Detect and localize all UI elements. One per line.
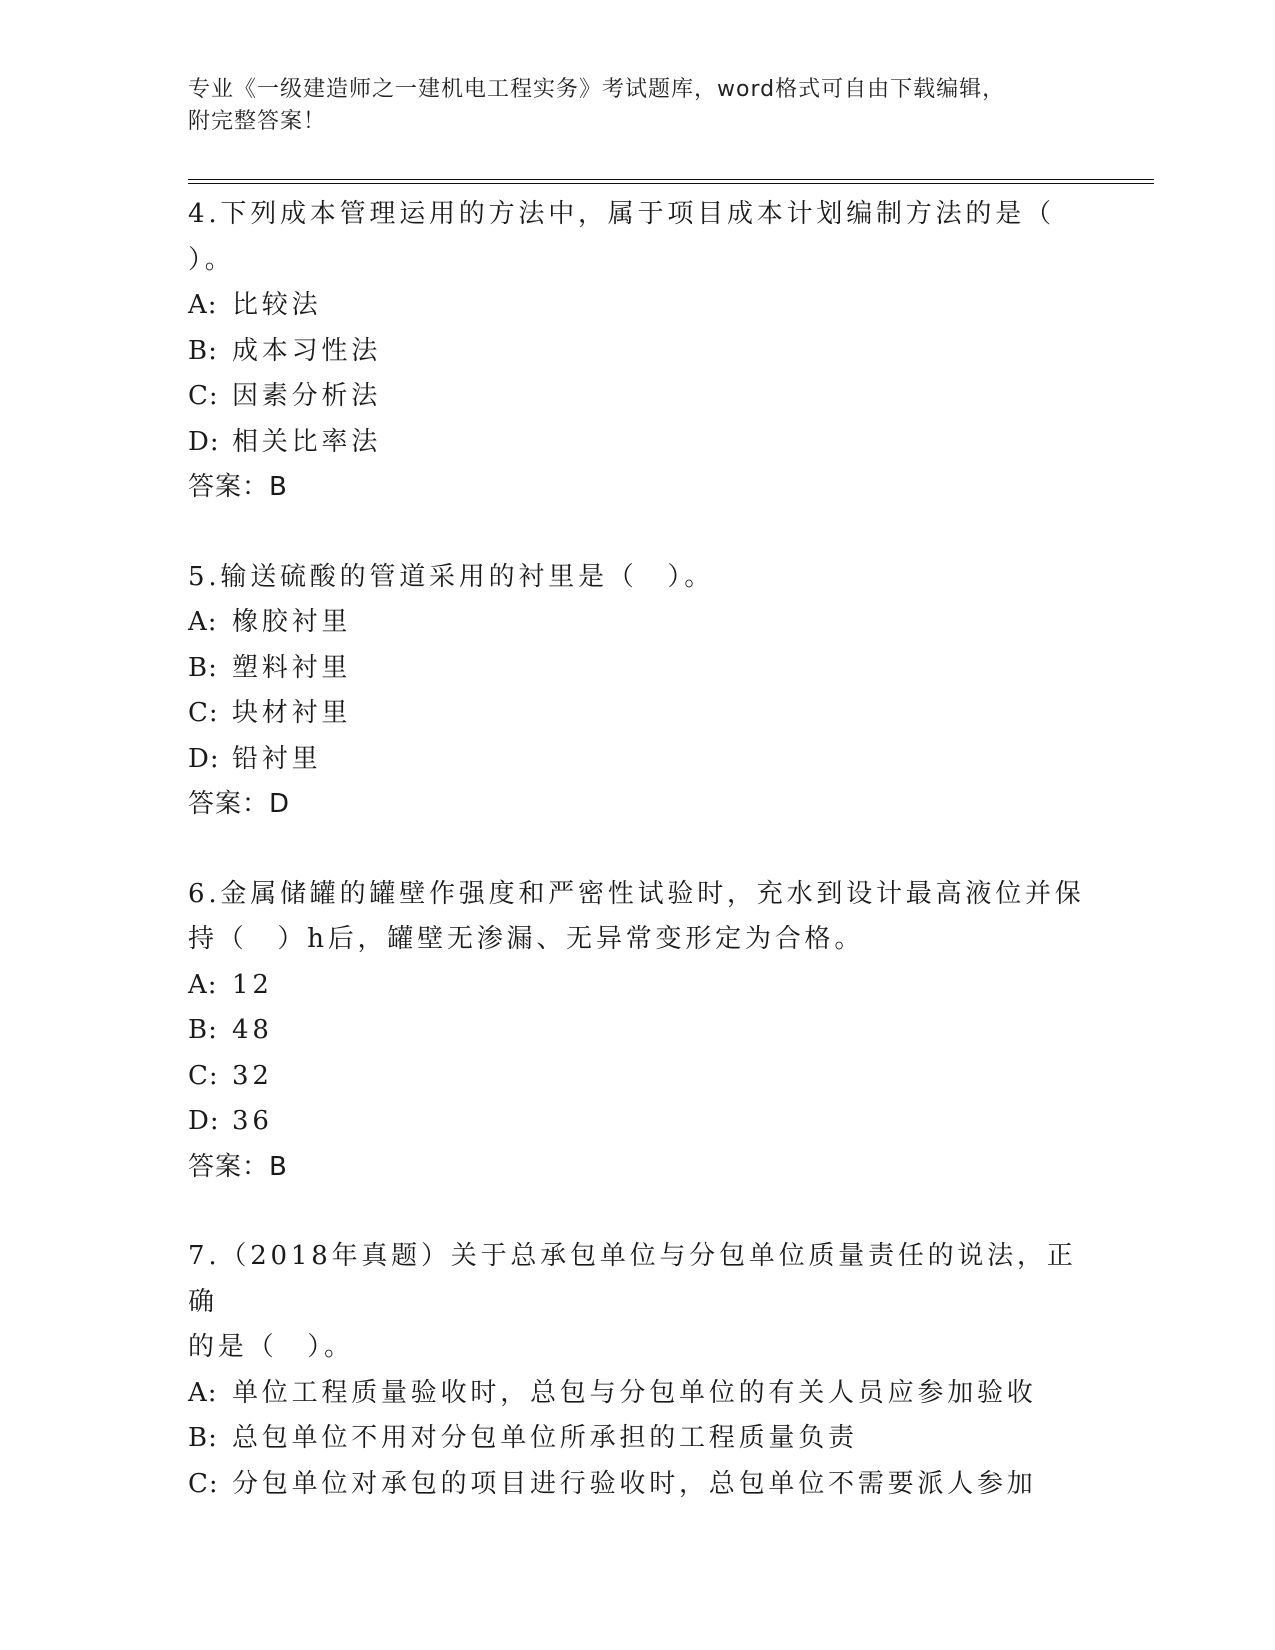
question-stem-line-2: 的是（ ）。 (188, 1332, 354, 1362)
option-text: 单位工程质量验收时，总包与分包单位的有关人员应参加验收 (232, 1377, 1037, 1408)
option-c (188, 374, 1088, 420)
option-text: 36 (232, 1106, 273, 1136)
option-key: C: (188, 1060, 219, 1091)
header-divider-bottom (188, 183, 1154, 184)
option-text: 分包单位对承包的项目进行验收时，总包单位不需要派人参加 (232, 1468, 1037, 1499)
option-c (188, 1054, 1088, 1100)
option-c (188, 1462, 1088, 1508)
question-4 (188, 192, 1088, 511)
question-list (188, 192, 1088, 1551)
option-a (188, 600, 1088, 646)
option-key: D: (188, 1106, 220, 1136)
option-text: 32 (232, 1060, 273, 1091)
question-stem-line-2: ）。 (188, 244, 235, 275)
option-key: B: (188, 652, 218, 683)
option-text: 橡胶衬里 (232, 607, 352, 637)
option-text: 总包单位不用对分包单位所承担的工程质量负责 (232, 1423, 858, 1453)
option-key: A: (188, 290, 218, 320)
option-text: 相关比率法 (232, 426, 382, 457)
question-6 (188, 872, 1088, 1191)
document-header (188, 74, 1068, 138)
option-a (188, 963, 1088, 1009)
question-stem-line-1: 5.输送硫酸的管道采用的衬里是（ ）。 (188, 561, 715, 592)
option-text: 比较法 (232, 290, 322, 320)
option-b (188, 1416, 1088, 1462)
option-d (188, 420, 1088, 466)
option-key: B: (188, 1423, 218, 1453)
option-key: A: (188, 1377, 218, 1408)
option-key: B: (188, 1015, 218, 1045)
question-7 (188, 1234, 1088, 1507)
option-key: C: (188, 1468, 219, 1499)
option-text: 成本习性法 (232, 335, 382, 366)
option-b (188, 1008, 1088, 1054)
answer-label: 答案：B (188, 472, 288, 502)
option-key: B: (188, 335, 218, 366)
option-a (188, 1371, 1088, 1417)
option-key: C: (188, 698, 219, 728)
option-d (188, 1099, 1088, 1145)
answer-label: 答案：D (188, 789, 291, 819)
option-text: 12 (232, 969, 273, 1000)
header-line-1: 专业《一级建造师之一建机电工程实务》考试题库，word格式可自由下载编辑， (188, 77, 1006, 102)
option-text: 铅衬里 (232, 743, 322, 774)
question-stem-line-1: 7.（2018年真题）关于总承包单位与分包单位质量责任的说法，正确 (188, 1241, 1077, 1317)
option-b (188, 646, 1088, 692)
option-text: 因素分析法 (232, 381, 382, 411)
option-a (188, 283, 1088, 329)
header-line-2: 附完整答案！ (188, 109, 327, 134)
option-text: 48 (232, 1015, 273, 1045)
option-d (188, 737, 1088, 783)
option-text: 块材衬里 (232, 698, 352, 728)
question-stem-line-1: 4.下列成本管理运用的方法中，属于项目成本计划编制方法的是（ (188, 199, 1055, 229)
header-divider-top (188, 179, 1154, 180)
option-b (188, 329, 1088, 375)
option-key: D: (188, 743, 220, 774)
question-stem-line-2: 持（ ）h后，罐壁无渗漏、无异常变形定为合格。 (188, 924, 865, 954)
option-c (188, 691, 1088, 737)
answer-label: 答案：B (188, 1151, 288, 1182)
question-5 (188, 555, 1088, 828)
option-text: 塑料衬里 (232, 652, 352, 683)
option-key: A: (188, 969, 218, 1000)
option-key: D: (188, 426, 220, 457)
option-key: C: (188, 381, 219, 411)
option-key: A: (188, 607, 218, 637)
question-stem-line-1: 6.金属储罐的罐壁作强度和严密性试验时，充水到设计最高液位并保 (188, 878, 1085, 909)
